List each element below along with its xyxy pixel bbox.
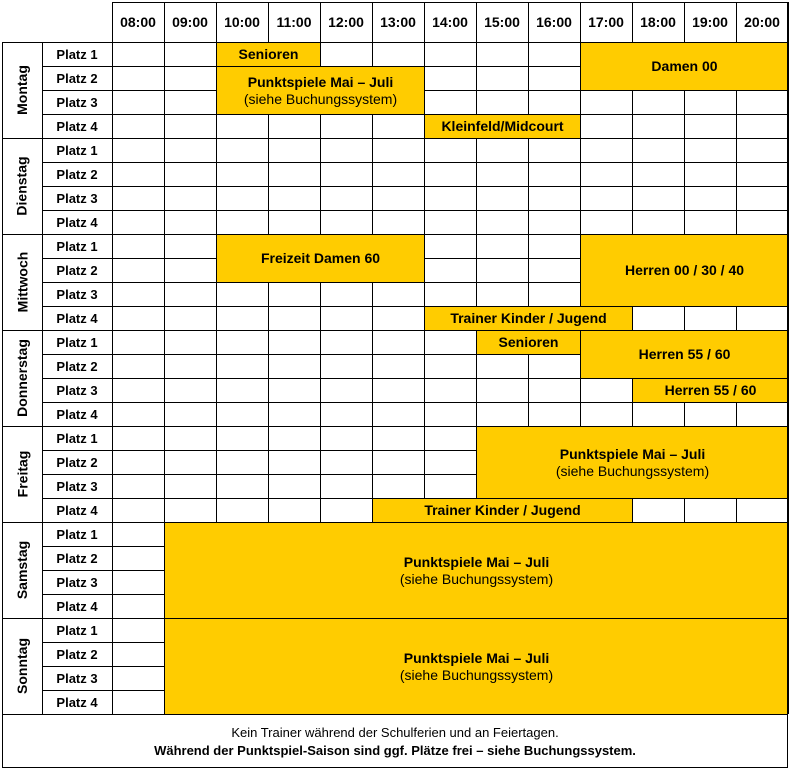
court-label: Platz 1 xyxy=(56,526,98,542)
booking-title: Punktspiele Mai – Juli xyxy=(403,649,550,666)
schedule-footer xyxy=(2,716,788,768)
hour-header: 08:00 xyxy=(120,14,156,30)
day-label-text: Montag xyxy=(14,65,31,115)
court-label: Platz 3 xyxy=(56,670,98,686)
day-separator xyxy=(2,714,42,715)
booking-title: Damen 00 xyxy=(651,58,718,74)
grid-line-v xyxy=(788,2,789,714)
booking-title: Punktspiele Mai – Juli xyxy=(559,445,706,462)
booking-title: Trainer Kinder / Jugend xyxy=(450,310,607,326)
court-label: Platz 1 xyxy=(56,142,98,158)
hour-header: 11:00 xyxy=(276,14,312,30)
frame-left xyxy=(2,42,3,768)
booking-block[interactable] xyxy=(581,43,788,90)
court-label: Platz 2 xyxy=(56,70,98,86)
court-label: Platz 4 xyxy=(56,214,98,230)
day-separator xyxy=(2,330,42,331)
court-label: Platz 3 xyxy=(56,574,98,590)
booking-block[interactable] xyxy=(373,499,632,522)
hour-header: 15:00 xyxy=(484,14,520,30)
hour-header: 13:00 xyxy=(380,14,416,30)
booking-block[interactable] xyxy=(425,307,632,330)
grid-line-h xyxy=(42,138,788,139)
court-label: Platz 2 xyxy=(56,550,98,566)
court-label: Platz 1 xyxy=(56,238,98,254)
court-schedule-table xyxy=(2,2,788,768)
hour-header: 09:00 xyxy=(172,14,208,30)
grid-line-h xyxy=(42,186,788,187)
booking-block[interactable] xyxy=(581,235,788,306)
day-label-sonntag xyxy=(2,618,42,714)
court-label: Platz 4 xyxy=(56,118,98,134)
booking-block[interactable] xyxy=(633,379,788,402)
booking-title: Punktspiele Mai – Juli xyxy=(247,73,394,90)
booking-title: Freizeit Damen 60 xyxy=(260,250,381,266)
booking-title: Herren 55 / 60 xyxy=(638,346,731,362)
grid-line-h xyxy=(42,714,788,715)
court-label: Platz 3 xyxy=(56,478,98,494)
booking-title: Herren 00 / 30 / 40 xyxy=(624,262,745,278)
day-separator xyxy=(2,426,42,427)
booking-block[interactable] xyxy=(477,427,788,498)
hour-header: 16:00 xyxy=(536,14,572,30)
day-label-montag xyxy=(2,42,42,138)
booking-block[interactable] xyxy=(477,331,580,354)
day-label-text: Mittwoch xyxy=(14,251,30,313)
day-label-text: Samstag xyxy=(14,540,31,600)
booking-block[interactable] xyxy=(165,523,788,618)
day-separator xyxy=(2,138,42,139)
footer-note-season: Während der Punktspiel-Saison sind ggf. Plätze frei – siehe Buchungssystem. xyxy=(154,743,636,758)
court-label: Platz 1 xyxy=(56,334,98,350)
court-label: Platz 4 xyxy=(56,598,98,614)
booking-block[interactable] xyxy=(165,619,788,714)
court-label: Platz 4 xyxy=(56,310,98,326)
hour-header: 10:00 xyxy=(224,14,260,30)
hour-header: 20:00 xyxy=(744,14,780,30)
booking-block[interactable] xyxy=(581,331,788,378)
grid-line-h xyxy=(42,210,788,211)
day-separator xyxy=(2,522,42,523)
court-label: Platz 1 xyxy=(56,46,98,62)
court-label: Platz 1 xyxy=(56,430,98,446)
grid-line-h xyxy=(112,2,788,3)
court-label: Platz 4 xyxy=(56,694,98,710)
court-label: Platz 3 xyxy=(56,382,98,398)
court-label: Platz 4 xyxy=(56,406,98,422)
booking-subtitle: (siehe Buchungssystem) xyxy=(399,570,554,587)
grid-line-h xyxy=(42,114,788,115)
booking-block[interactable] xyxy=(425,115,580,138)
hour-header: 17:00 xyxy=(588,14,624,30)
booking-title: Senioren xyxy=(238,46,299,62)
court-label: Platz 2 xyxy=(56,262,98,278)
day-label-text: Freitag xyxy=(14,450,30,498)
day-label-mittwoch xyxy=(2,234,42,330)
day-label-dienstag xyxy=(2,138,42,234)
grid-line-h xyxy=(2,42,112,43)
day-separator xyxy=(2,234,42,235)
court-label: Platz 3 xyxy=(56,286,98,302)
court-label: Platz 3 xyxy=(56,94,98,110)
day-label-freitag xyxy=(2,426,42,522)
booking-block[interactable] xyxy=(217,235,424,282)
court-label: Platz 2 xyxy=(56,166,98,182)
day-label-donnerstag xyxy=(2,330,42,426)
footer-note-holidays: Kein Trainer während der Schulferien und an Feiertagen. xyxy=(231,725,559,740)
day-label-samstag xyxy=(2,522,42,618)
booking-block[interactable] xyxy=(217,67,424,114)
day-label-text: Donnerstag xyxy=(14,339,31,417)
booking-subtitle: (siehe Buchungssystem) xyxy=(399,666,554,683)
day-label-text: Sonntag xyxy=(14,638,30,694)
court-label: Platz 2 xyxy=(56,358,98,374)
hour-header: 19:00 xyxy=(692,14,728,30)
booking-title: Herren 55 / 60 xyxy=(664,382,757,398)
day-separator xyxy=(2,618,42,619)
hour-header: 14:00 xyxy=(432,14,468,30)
hour-header: 18:00 xyxy=(640,14,676,30)
court-label: Platz 2 xyxy=(56,646,98,662)
court-label: Platz 1 xyxy=(56,622,98,638)
court-label: Platz 4 xyxy=(56,502,98,518)
court-label: Platz 3 xyxy=(56,190,98,206)
booking-block[interactable] xyxy=(217,43,320,66)
booking-subtitle: (siehe Buchungssystem) xyxy=(555,462,710,479)
booking-title: Senioren xyxy=(498,334,559,350)
booking-title: Kleinfeld/Midcourt xyxy=(441,118,564,134)
day-label-text: Dienstag xyxy=(14,156,30,216)
frame-right xyxy=(787,2,788,768)
grid-line-v xyxy=(112,2,113,714)
booking-title: Punktspiele Mai – Juli xyxy=(403,553,550,570)
booking-subtitle: (siehe Buchungssystem) xyxy=(243,90,398,107)
grid-line-h xyxy=(42,306,788,307)
court-label: Platz 2 xyxy=(56,454,98,470)
grid-line-h xyxy=(42,402,788,403)
hour-header: 12:00 xyxy=(328,14,364,30)
booking-title: Trainer Kinder / Jugend xyxy=(424,502,581,518)
grid-line-h xyxy=(42,162,788,163)
